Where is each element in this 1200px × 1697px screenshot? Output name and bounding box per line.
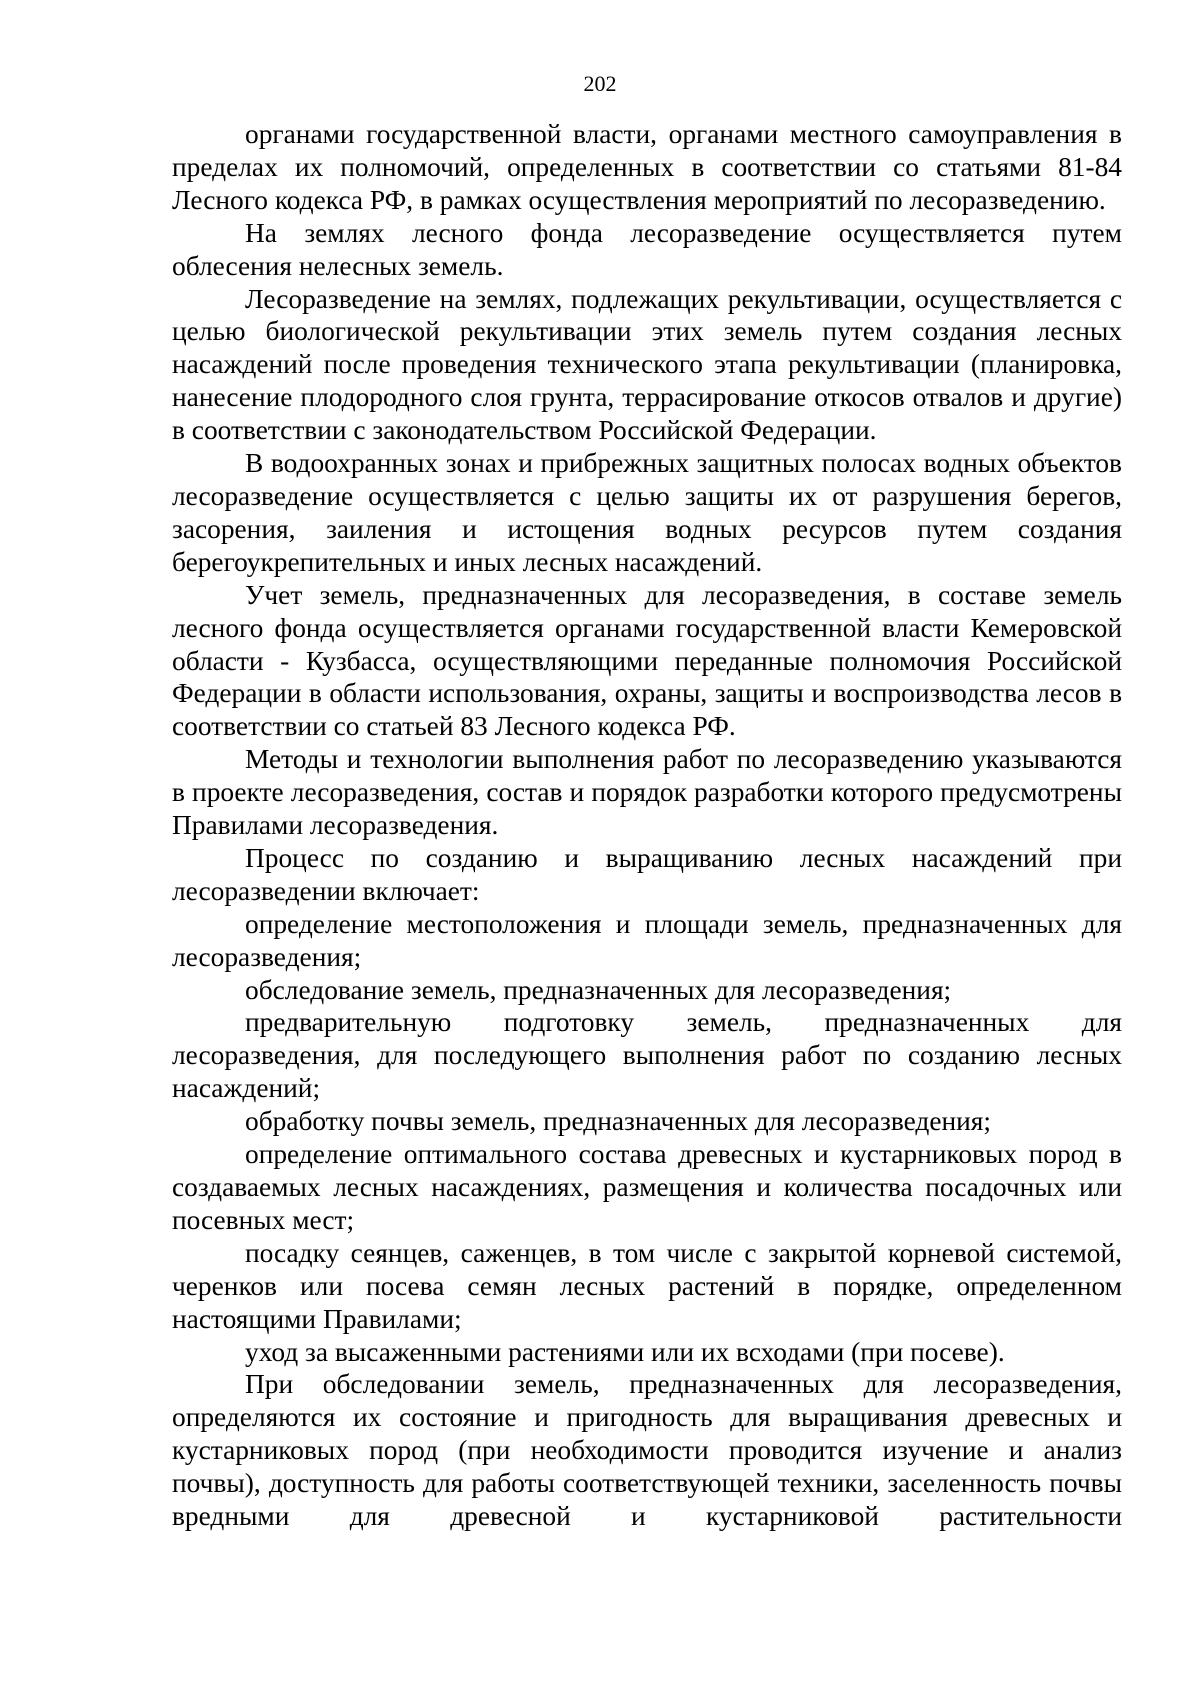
paragraph: Процесс по созданию и выращиванию лесных насаждений при лесоразведении включает: xyxy=(172,842,1122,906)
document-body xyxy=(172,118,1122,1533)
paragraph: органами государственной власти, органами местного самоуправления в пределах их полномочий, определенных в соответствии со статьями 81-84 Лесного кодекса РФ, в рамках осуществления мероприятий по лесоразведению. xyxy=(172,119,1122,215)
paragraph: Учет земель, предназначенных для лесоразведения, в составе земель лесного фонда осуществляется органами государственной власти Кемеровской области - Кузбасса, осуществляющими переданные полномочия Российской Федерации в области использования, охраны, защиты и воспроизводства лесов в соответствии со статьей 83 Лесного кодекса РФ. xyxy=(172,579,1122,742)
list-item: определение местоположения и площади земель, предназначенных для лесоразведения; xyxy=(172,908,1122,972)
list-item: обследование земель, предназначенных для лесоразведения; xyxy=(245,974,952,1005)
paragraph: На землях лесного фонда лесоразведение осуществляется путем облесения нелесных земель. xyxy=(172,217,1122,281)
list-item: определение оптимального состава древесных и кустарниковых пород в создаваемых лесных насаждениях, размещения и количества посадочных или посевных мест; xyxy=(172,1139,1122,1235)
paragraph: Методы и технологии выполнения работ по лесоразведению указываются в проекте лесоразведения, состав и порядок разработки которого предусмотрены Правилами лесоразведения. xyxy=(172,744,1122,841)
paragraph: В водоохранных зонах и прибрежных защитных полосах водных объектов лесоразведение осуществляется с целью защиты их от разрушения берегов, засорения, заиления и истощения водных ресурсов путем создания берегоукрепительных и иных лесных насаждений. xyxy=(172,448,1122,577)
page-number: 202 xyxy=(583,71,617,96)
paragraph: Лесоразведение на землях, подлежащих рекультивации, осуществляется с целью биологической рекультивации этих земель путем создания лесных насаждений после проведения технического этапа рекультивации (планировка, нанесение плодородного слоя грунта, террасирование откосов отвалов и другие) в соответствии с законодательством Российской Федерации. xyxy=(172,283,1122,446)
paragraph: При обследовании земель, предназначенных для лесоразведения, определяются их состояние и пригодность для выращивания древесных и кустарниковых пород (при необходимости проводится изучение и анализ почвы), доступность для работы соответствующей техники, заселенность почвы вредными для древесной и кустарниковой растительности xyxy=(172,1369,1122,1532)
list-item: уход за высаженными растениями или их всходами (при посеве). xyxy=(245,1336,1005,1367)
list-item: предварительную подготовку земель, предназначенных для лесоразведения, для последующего выполнения работ по созданию лесных насаждений; xyxy=(172,1007,1122,1104)
list-item: обработку почвы земель, предназначенных для лесоразведения; xyxy=(245,1106,992,1137)
list-item: посадку сеянцев, саженцев, в том числе с закрытой корневой системой, черенков или посева семян лесных растений в порядке, определенном настоящими Правилами; xyxy=(172,1237,1122,1334)
